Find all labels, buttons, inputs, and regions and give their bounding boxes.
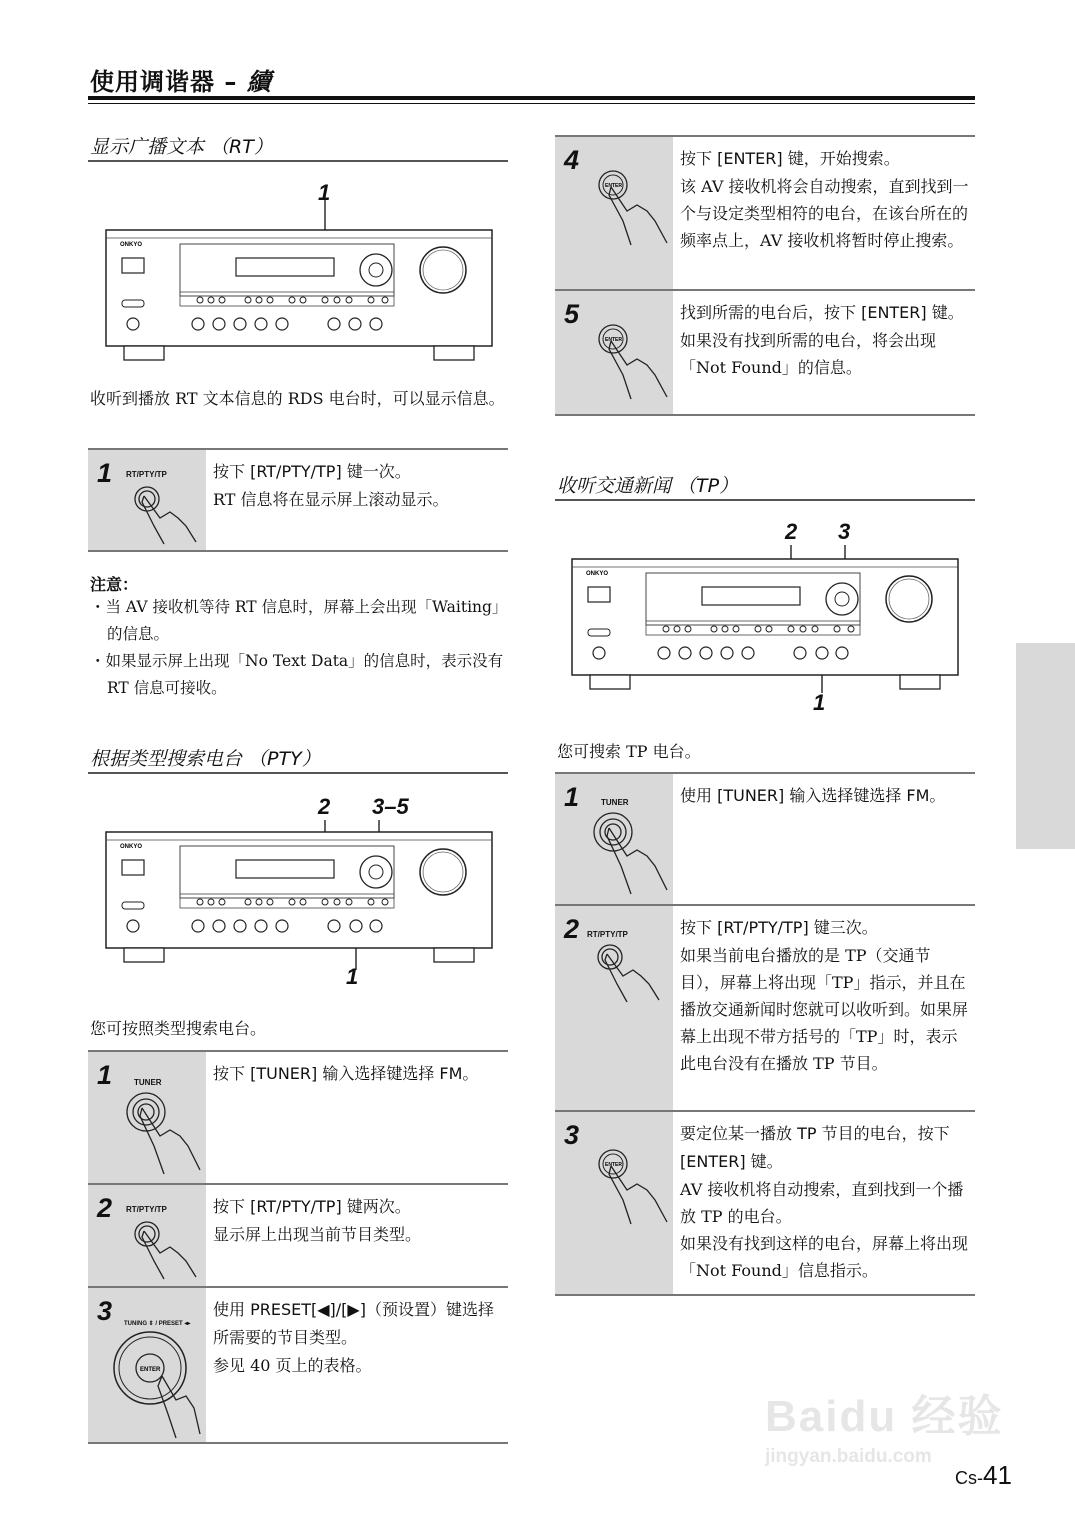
brand-logo: ONKYO (120, 242, 143, 248)
tp-intro: 您可搜索 TP 电台。 (557, 742, 701, 761)
section-rule (88, 772, 508, 774)
step-row: 1 TUNER 按下 [TUNER] 输入选择键选择 FM。 (88, 1050, 508, 1183)
tuning-dial-icon (110, 1328, 202, 1440)
svg-text:ENTER: ENTER (605, 183, 622, 189)
step-row: 3 ENTER 要定位某一播放 TP 节目的电台，按下 [ENTER] 键。 AV 接收机将自动搜索，直到找到一个播放 TP 的电台。 如果没有找到这样的电台，屏幕上将出现「Not Found」信息指示。 (555, 1110, 975, 1296)
receiver-illustration-rt (104, 200, 494, 370)
step-row: 3 TUNING ⇕ / PRESET ◂▸ ENTER 使用 PRESET[◀]/[▶]（预设置）键选择所需要的节目类型。 参见 40 页上的表格。 (88, 1286, 508, 1444)
callout-2: 2 (785, 519, 798, 544)
callout-1: 1 (813, 690, 826, 715)
page-title: 使用调谐器 – 續 (90, 68, 272, 96)
svg-text:ENTER: ENTER (605, 1162, 622, 1168)
enter-button-icon (595, 321, 671, 401)
enter-button-icon (595, 1146, 671, 1226)
pty-steps (88, 1050, 508, 1444)
note-title: 注意： (90, 575, 139, 594)
tp-steps (555, 772, 975, 1296)
section-rule (88, 160, 508, 162)
step-row: 2 RT/PTY/TP 按下 [RT/PTY/TP] 键三次。 如果当前电台播放的是 TP（交通节目），屏幕上将出现「TP」指示，并且在播放交通新闻时您就可以收听到。如果屏幕上出现不带方括号的「TP」时，表示此电台没有在播放 TP 节目。 (555, 904, 975, 1110)
section-title-tp: 收听交通新闻 （TP） (557, 475, 739, 497)
callout-3-5: 3–5 (372, 794, 409, 819)
receiver-illustration-pty (104, 820, 494, 970)
step-row: 5 ENTER 找到所需的电台后，按下 [ENTER] 键。 如果没有找到所需的电台，将会出现「Not Found」的信息。 (555, 289, 975, 416)
svg-text:ENTER: ENTER (605, 337, 622, 343)
note-item: ・当 AV 接收机等待 RT 信息时，屏幕上会出现「Waiting」的信息。 (90, 598, 508, 643)
svg-text:ONKYO: ONKYO (586, 571, 609, 577)
step-icon-cell: 1 RT/PTY/TP (88, 450, 206, 550)
section-title-rt: 显示广播文本 （RT） (90, 136, 273, 158)
hand-press-icon (130, 482, 200, 548)
svg-text:ENTER: ENTER (140, 1367, 161, 1373)
hand-press-icon (124, 1090, 204, 1180)
pty-intro: 您可按照类型搜索电台。 (90, 1019, 267, 1038)
step-row: 1 TUNER 使用 [TUNER] 输入选择键选择 FM。 (555, 772, 975, 904)
note-item: ・如果显示屏上出现「No Text Data」的信息时，表示没有 RT 信息可接收。 (90, 652, 504, 697)
hand-press-icon (591, 810, 671, 900)
header-rule-thin (88, 103, 975, 104)
step-row: 1 RT/PTY/TP 按下 [RT/PTY/TP] 键一次。 RT 信息将在显示屏上滚动显示。 (88, 448, 508, 552)
rt-steps (88, 448, 508, 552)
step-row: 2 RT/PTY/TP 按下 [RT/PTY/TP] 键两次。 显示屏上出现当前节目类型。 (88, 1183, 508, 1286)
rt-intro: 收听到播放 RT 文本信息的 RDS 电台时，可以显示信息。 (90, 389, 505, 408)
hand-press-icon (130, 1217, 200, 1283)
section-rule (555, 499, 975, 501)
pty-steps-continued (555, 135, 975, 416)
chapter-side-tab (1016, 643, 1075, 849)
note-list (90, 594, 510, 702)
callout-3: 3 (838, 519, 851, 544)
section-title-pty: 根据类型搜索电台 （PTY） (90, 748, 321, 770)
hand-press-icon (593, 940, 663, 1006)
page-number: Cs-41 (955, 1460, 1012, 1490)
receiver-illustration-tp (570, 545, 960, 695)
callout-1: 1 (346, 964, 359, 989)
callout-2: 2 (318, 794, 331, 819)
step-row: 4 ENTER 按下 [ENTER] 键，开始搜索。 该 AV 接收机将会自动搜索，直到找到一个与设定类型相符的电台，在该台所在的频率点上，AV 接收机将暂时停止搜索。 (555, 135, 975, 289)
header-rule (88, 96, 975, 100)
enter-button-icon (595, 167, 671, 247)
callout-1: 1 (318, 180, 331, 205)
watermark: Baidu 经验 jingyan.baidu.com (765, 1392, 1004, 1467)
svg-text:ONKYO: ONKYO (120, 844, 143, 850)
